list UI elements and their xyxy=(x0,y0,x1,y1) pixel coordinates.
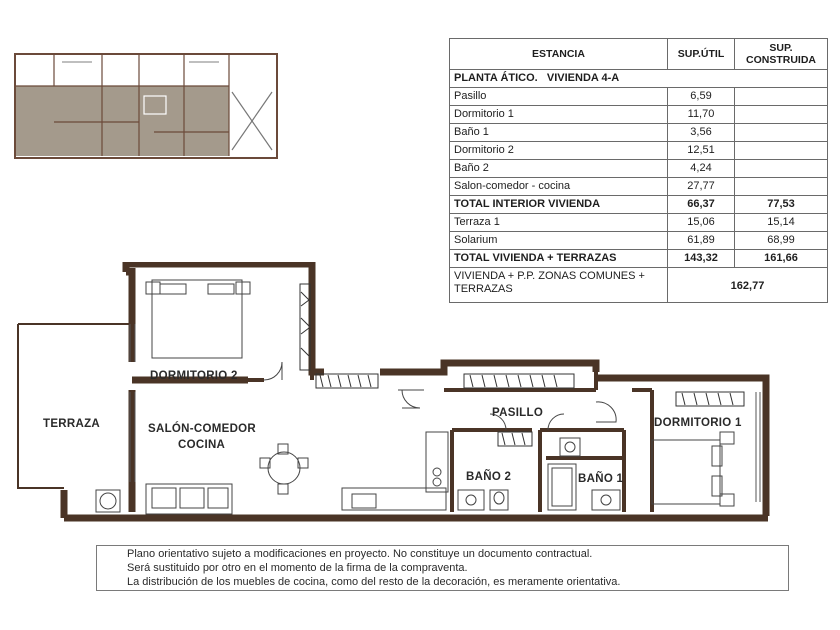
room-built xyxy=(735,178,828,196)
room-usable: 4,24 xyxy=(668,160,735,178)
table-row xyxy=(450,88,828,106)
beds xyxy=(146,280,734,506)
room-usable: 3,56 xyxy=(668,124,735,142)
disclaimer-line: Plano orientativo sujeto a modificaciones en proyecto. No constituye un documento contractual. xyxy=(127,548,593,560)
label-bano-1: BAÑO 1 xyxy=(578,473,624,485)
disclaimer-line: La distribución de los muebles de cocina, como del resto de la decoración, es meramente orientativa. xyxy=(127,576,621,588)
label-cocina: COCINA xyxy=(178,439,226,451)
table-row xyxy=(450,232,828,250)
terrace-name: Terraza 1 xyxy=(450,214,668,232)
section-title: PLANTA ÁTICO. VIVIENDA 4-A xyxy=(450,70,828,88)
label-bano-2: BAÑO 2 xyxy=(466,471,512,483)
section-row xyxy=(450,70,828,88)
room-name: Baño 2 xyxy=(450,160,668,178)
table-row xyxy=(450,142,828,160)
table-row xyxy=(450,106,828,124)
terrace-usable: 61,89 xyxy=(668,232,735,250)
room-labels xyxy=(43,370,742,485)
room-name: Baño 1 xyxy=(450,124,668,142)
room-name: Salon-comedor - cocina xyxy=(450,178,668,196)
label-dormitorio-1: DORMITORIO 1 xyxy=(654,417,742,429)
room-usable: 27,77 xyxy=(668,178,735,196)
room-built xyxy=(735,124,828,142)
table-header-row xyxy=(450,39,828,70)
header-built-area: SUP. CONSTRUIDA xyxy=(735,39,828,70)
room-usable: 12,51 xyxy=(668,142,735,160)
label-salon-comedor: SALÓN-COMEDOR xyxy=(148,423,257,435)
disclaimer-line: Será sustituido por otro en el momento de la firma de la compraventa. xyxy=(127,562,468,574)
common-areas-value: 162,77 xyxy=(668,268,828,303)
room-name: Dormitorio 2 xyxy=(450,142,668,160)
table-row xyxy=(450,124,828,142)
terrace-built: 68,99 xyxy=(735,232,828,250)
room-built xyxy=(735,142,828,160)
terrace-name: Solarium xyxy=(450,232,668,250)
table-row xyxy=(450,160,828,178)
header-room: ESTANCIA xyxy=(450,39,668,70)
room-usable: 6,59 xyxy=(668,88,735,106)
walls xyxy=(64,264,768,518)
living-furniture xyxy=(96,444,308,514)
room-built xyxy=(735,160,828,178)
kitchen xyxy=(342,432,448,510)
label-dormitorio-2: DORMITORIO 2 xyxy=(150,370,238,382)
total-interior-row xyxy=(450,196,828,214)
floor-plan xyxy=(12,262,772,534)
total-terraces-built: 161,66 xyxy=(735,250,828,268)
common-areas-label: VIVIENDA + P.P. ZONAS COMUNES + TERRAZAS xyxy=(450,268,668,303)
total-terraces-usable: 143,32 xyxy=(668,250,735,268)
total-interior-label: TOTAL INTERIOR VIVIENDA xyxy=(450,196,668,214)
total-interior-usable: 66,37 xyxy=(668,196,735,214)
total-terraces-label: TOTAL VIVIENDA + TERRAZAS xyxy=(450,250,668,268)
room-built xyxy=(735,88,828,106)
label-terraza: TERRAZA xyxy=(43,418,101,430)
room-built xyxy=(735,106,828,124)
total-interior-built: 77,53 xyxy=(735,196,828,214)
key-plan xyxy=(14,52,280,166)
room-usable: 11,70 xyxy=(668,106,735,124)
disclaimer-box xyxy=(96,545,789,591)
table-row xyxy=(450,214,828,232)
header-usable-area: SUP.ÚTIL xyxy=(668,39,735,70)
partitions xyxy=(248,372,652,512)
terrace-built: 15,14 xyxy=(735,214,828,232)
label-pasillo: PASILLO xyxy=(492,407,544,419)
room-name: Pasillo xyxy=(450,88,668,106)
key-plan-highlighted-unit xyxy=(16,86,229,156)
table-row xyxy=(450,178,828,196)
room-name: Dormitorio 1 xyxy=(450,106,668,124)
terrace-usable: 15,06 xyxy=(668,214,735,232)
